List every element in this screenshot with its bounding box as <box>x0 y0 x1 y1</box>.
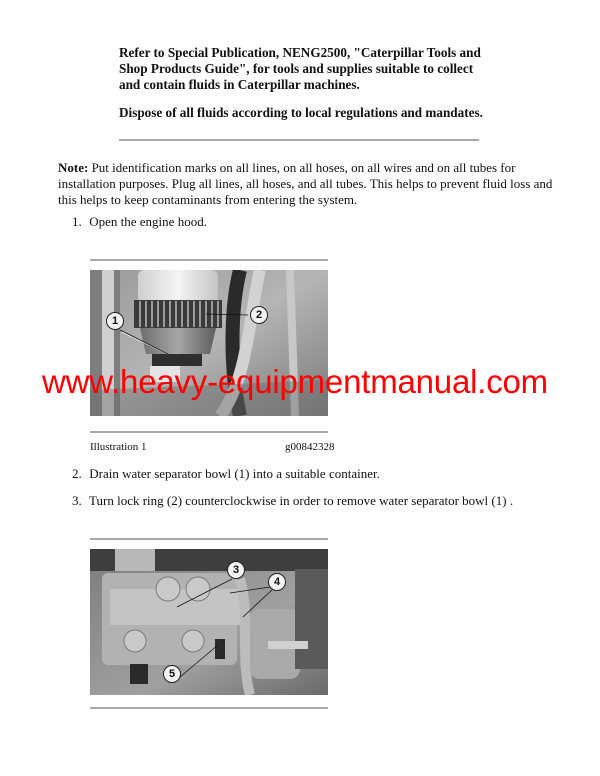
caution-paragraph-tools: Refer to Special Publication, NENG2500, "Caterpillar Tools and Shop Products Guide", for tools and supplies suitable to collect and contain fluids in Caterpillar machines. <box>119 45 481 92</box>
callout-3: 3 <box>227 561 245 579</box>
figure-1-caption-id: g00842328 <box>285 441 335 453</box>
figure-2-photo <box>90 549 328 695</box>
step-text: Turn lock ring (2) counterclockwise in order to remove water separator bowl (1) . <box>89 493 514 508</box>
step-1 <box>72 214 207 230</box>
note-paragraph <box>58 160 558 208</box>
watermark-url: www.heavy-equipmentmanual.com <box>42 363 548 400</box>
figure-1-caption-label: Illustration 1 <box>90 441 147 453</box>
step-2 <box>72 466 380 482</box>
step-3 <box>72 493 513 509</box>
caution-paragraph-dispose: Dispose of all fluids according to local regulations and mandates. <box>119 105 483 120</box>
figure-1-top-rule <box>90 259 328 261</box>
figure-2-bottom-rule <box>90 707 328 709</box>
step-text: Open the engine hood. <box>89 214 207 229</box>
note-text: Put identification marks on all lines, on all hoses, on all wires and on all tubes for installation purposes. Plug all lines, all hoses, and all tubes. This helps to prevent fluid loss and this helps to keep contaminants from entering the system. <box>58 160 553 207</box>
caution-block <box>119 45 491 121</box>
callout-5: 5 <box>163 665 181 683</box>
callout-1: 1 <box>106 312 124 330</box>
step-number: 3. <box>72 493 82 508</box>
figure-1-bottom-rule <box>90 431 328 433</box>
valve-block-photo-image <box>90 549 328 695</box>
caution-divider <box>119 139 479 141</box>
note-label: Note: <box>58 160 89 175</box>
callout-2: 2 <box>250 306 268 324</box>
step-text: Drain water separator bowl (1) into a suitable container. <box>89 466 380 481</box>
figure-2-top-rule <box>90 538 328 540</box>
callout-4: 4 <box>268 573 286 591</box>
step-number: 2. <box>72 466 82 481</box>
step-number: 1. <box>72 214 82 229</box>
